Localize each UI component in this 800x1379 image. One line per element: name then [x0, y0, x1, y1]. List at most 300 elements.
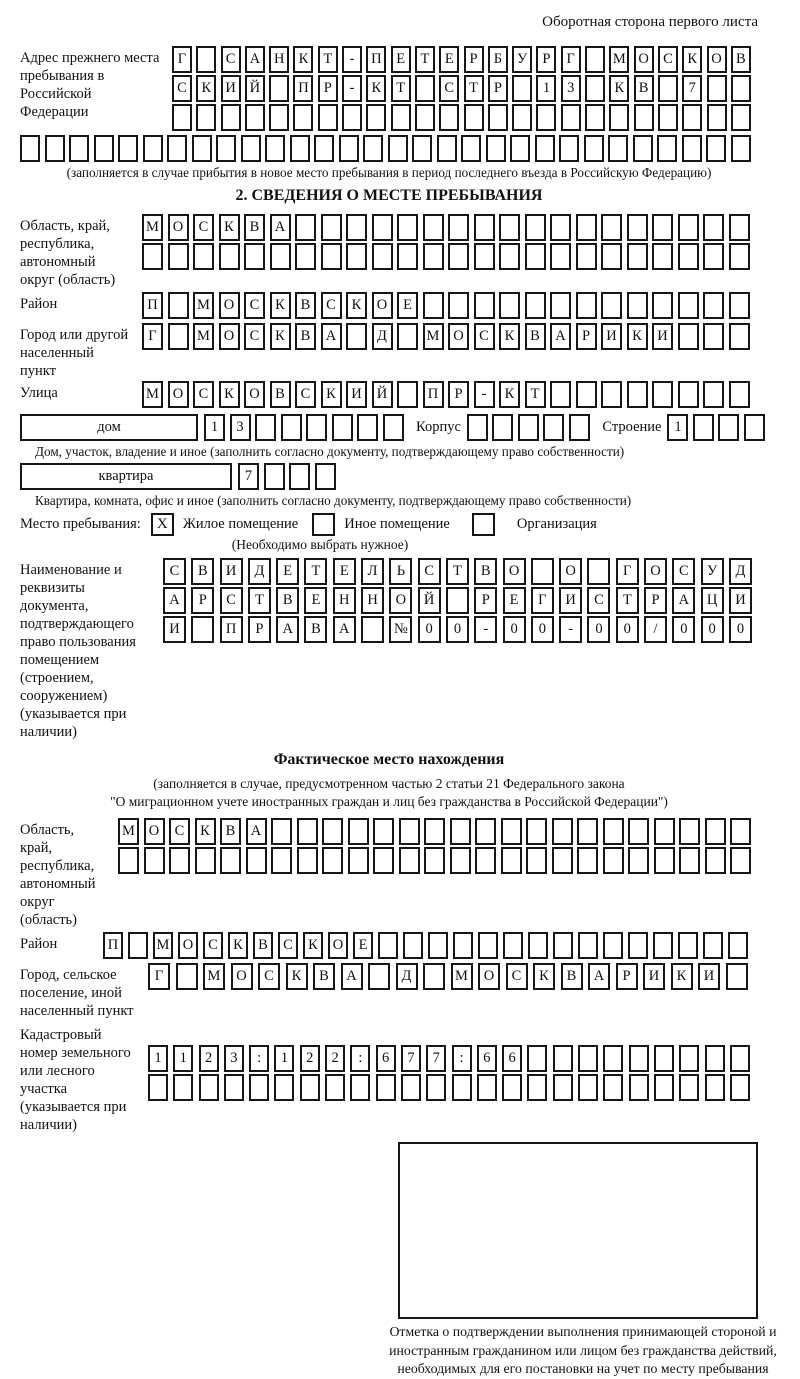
char-cell[interactable]: К	[671, 963, 693, 990]
char-cell[interactable]: А	[163, 587, 186, 614]
char-cell[interactable]: А	[321, 323, 342, 350]
char-cell[interactable]: Й	[245, 75, 265, 102]
char-cell[interactable]	[550, 214, 571, 241]
char-cell[interactable]: В	[304, 616, 327, 643]
char-cell[interactable]	[450, 818, 471, 845]
char-cell[interactable]: Е	[304, 587, 327, 614]
char-cell[interactable]: О	[328, 932, 348, 959]
char-cell[interactable]	[448, 214, 469, 241]
char-cell[interactable]: Т	[318, 46, 338, 73]
char-cell[interactable]	[428, 932, 448, 959]
char-cell[interactable]: О	[168, 214, 189, 241]
char-cell[interactable]: И	[652, 323, 673, 350]
char-cell[interactable]: О	[231, 963, 253, 990]
char-cell[interactable]: 0	[672, 616, 695, 643]
char-cell[interactable]: Е	[333, 558, 356, 585]
char-cell[interactable]	[706, 135, 726, 162]
char-cell[interactable]	[195, 847, 216, 874]
char-cell[interactable]	[705, 818, 726, 845]
char-cell[interactable]: К	[366, 75, 386, 102]
char-cell[interactable]	[731, 135, 751, 162]
char-cell[interactable]	[627, 214, 648, 241]
char-cell[interactable]: Д	[729, 558, 752, 585]
char-cell[interactable]: С	[587, 587, 610, 614]
char-cell[interactable]: О	[389, 587, 412, 614]
char-cell[interactable]	[678, 932, 698, 959]
char-cell[interactable]	[399, 847, 420, 874]
char-cell[interactable]	[526, 847, 547, 874]
char-cell[interactable]	[423, 963, 445, 990]
char-cell[interactable]	[397, 323, 418, 350]
char-cell[interactable]	[703, 932, 723, 959]
char-cell[interactable]	[391, 104, 411, 131]
char-cell[interactable]: И	[559, 587, 582, 614]
char-cell[interactable]	[730, 1045, 750, 1072]
char-cell[interactable]: В	[270, 381, 291, 408]
char-cell[interactable]: :	[249, 1045, 269, 1072]
char-cell[interactable]	[703, 381, 724, 408]
char-cell[interactable]: М	[423, 323, 444, 350]
char-cell[interactable]: Й	[418, 587, 441, 614]
char-cell[interactable]	[423, 243, 444, 270]
char-cell[interactable]: М	[451, 963, 473, 990]
char-cell[interactable]: Й	[372, 381, 393, 408]
char-cell[interactable]	[426, 1074, 446, 1101]
char-cell[interactable]	[357, 414, 378, 441]
char-cell[interactable]: Р	[248, 616, 271, 643]
char-cell[interactable]	[654, 818, 675, 845]
char-cell[interactable]: 6	[376, 1045, 396, 1072]
char-cell[interactable]: :	[350, 1045, 370, 1072]
char-cell[interactable]	[306, 414, 327, 441]
char-cell[interactable]: 0	[587, 616, 610, 643]
char-cell[interactable]	[744, 414, 765, 441]
char-cell[interactable]	[585, 46, 605, 73]
char-cell[interactable]: Р	[318, 75, 338, 102]
char-cell[interactable]: Т	[415, 46, 435, 73]
char-cell[interactable]	[578, 1045, 598, 1072]
char-cell[interactable]: Н	[269, 46, 289, 73]
char-cell[interactable]	[527, 1074, 547, 1101]
char-cell[interactable]: К	[293, 46, 313, 73]
char-cell[interactable]	[627, 243, 648, 270]
char-cell[interactable]: 1	[667, 414, 688, 441]
char-cell[interactable]	[584, 135, 604, 162]
char-cell[interactable]	[536, 104, 556, 131]
char-cell[interactable]	[439, 104, 459, 131]
char-cell[interactable]: 6	[477, 1045, 497, 1072]
char-cell[interactable]: Б	[488, 46, 508, 73]
char-cell[interactable]	[678, 243, 699, 270]
char-cell[interactable]	[144, 847, 165, 874]
char-cell[interactable]	[518, 414, 539, 441]
char-cell[interactable]	[553, 1045, 573, 1072]
char-cell[interactable]: П	[220, 616, 243, 643]
char-cell[interactable]: К	[219, 381, 240, 408]
char-cell[interactable]	[373, 818, 394, 845]
char-cell[interactable]	[244, 243, 265, 270]
char-cell[interactable]: В	[474, 558, 497, 585]
char-cell[interactable]: 0	[701, 616, 724, 643]
char-cell[interactable]	[578, 932, 598, 959]
char-cell[interactable]: А	[333, 616, 356, 643]
char-cell[interactable]: Е	[439, 46, 459, 73]
char-cell[interactable]: А	[550, 323, 571, 350]
char-cell[interactable]: Д	[396, 963, 418, 990]
char-cell[interactable]	[654, 847, 675, 874]
char-cell[interactable]: П	[366, 46, 386, 73]
char-cell[interactable]	[679, 847, 700, 874]
char-cell[interactable]	[342, 104, 362, 131]
char-cell[interactable]	[587, 558, 610, 585]
char-cell[interactable]	[368, 963, 390, 990]
char-cell[interactable]: С	[220, 587, 243, 614]
char-cell[interactable]: О	[168, 381, 189, 408]
char-cell[interactable]	[224, 1074, 244, 1101]
char-cell[interactable]	[315, 463, 336, 490]
char-cell[interactable]	[241, 135, 261, 162]
char-cell[interactable]	[361, 616, 384, 643]
char-cell[interactable]: №	[389, 616, 412, 643]
char-cell[interactable]	[401, 1074, 421, 1101]
char-cell[interactable]	[528, 932, 548, 959]
char-cell[interactable]	[246, 847, 267, 874]
char-cell[interactable]	[550, 292, 571, 319]
char-cell[interactable]: В	[191, 558, 214, 585]
char-cell[interactable]: В	[244, 214, 265, 241]
char-cell[interactable]: Т	[304, 558, 327, 585]
char-cell[interactable]: К	[195, 818, 216, 845]
char-cell[interactable]	[634, 104, 654, 131]
char-cell[interactable]: С	[439, 75, 459, 102]
char-cell[interactable]	[271, 818, 292, 845]
char-cell[interactable]	[118, 135, 138, 162]
char-cell[interactable]: И	[163, 616, 186, 643]
char-cell[interactable]	[255, 414, 276, 441]
char-cell[interactable]	[729, 381, 750, 408]
char-cell[interactable]	[461, 135, 481, 162]
char-cell[interactable]: 1	[148, 1045, 168, 1072]
char-cell[interactable]: С	[321, 292, 342, 319]
char-cell[interactable]	[654, 1074, 674, 1101]
char-cell[interactable]: Р	[576, 323, 597, 350]
char-cell[interactable]: У	[512, 46, 532, 73]
char-cell[interactable]	[652, 292, 673, 319]
char-cell[interactable]	[578, 1074, 598, 1101]
char-cell[interactable]: -	[342, 46, 362, 73]
char-cell[interactable]: 3	[230, 414, 251, 441]
char-cell[interactable]: 7	[426, 1045, 446, 1072]
char-cell[interactable]: С	[658, 46, 678, 73]
char-cell[interactable]: О	[144, 818, 165, 845]
char-cell[interactable]: В	[295, 292, 316, 319]
char-cell[interactable]	[332, 414, 353, 441]
char-cell[interactable]	[289, 463, 310, 490]
char-cell[interactable]: С	[474, 323, 495, 350]
char-cell[interactable]: С	[203, 932, 223, 959]
char-cell[interactable]	[437, 135, 457, 162]
char-cell[interactable]: К	[499, 381, 520, 408]
char-cell[interactable]	[705, 847, 726, 874]
char-cell[interactable]	[678, 381, 699, 408]
char-cell[interactable]: Р	[474, 587, 497, 614]
char-cell[interactable]: Е	[353, 932, 373, 959]
char-cell[interactable]	[45, 135, 65, 162]
char-cell[interactable]: Р	[464, 46, 484, 73]
char-cell[interactable]	[372, 214, 393, 241]
char-cell[interactable]	[475, 847, 496, 874]
char-cell[interactable]	[601, 214, 622, 241]
char-cell[interactable]: О	[219, 292, 240, 319]
char-cell[interactable]: Д	[372, 323, 393, 350]
char-cell[interactable]	[249, 1074, 269, 1101]
char-cell[interactable]	[652, 381, 673, 408]
char-cell[interactable]	[269, 75, 289, 102]
char-cell[interactable]	[499, 292, 520, 319]
char-cell[interactable]	[348, 818, 369, 845]
char-cell[interactable]	[128, 932, 148, 959]
char-cell[interactable]	[703, 214, 724, 241]
char-cell[interactable]	[167, 135, 187, 162]
char-cell[interactable]: 0	[616, 616, 639, 643]
char-cell[interactable]	[346, 243, 367, 270]
char-cell[interactable]	[363, 135, 383, 162]
char-cell[interactable]: И	[220, 558, 243, 585]
char-cell[interactable]	[423, 292, 444, 319]
char-cell[interactable]	[552, 847, 573, 874]
char-cell[interactable]	[628, 818, 649, 845]
char-cell[interactable]	[550, 381, 571, 408]
char-cell[interactable]	[196, 104, 216, 131]
char-cell[interactable]	[576, 214, 597, 241]
char-cell[interactable]	[499, 214, 520, 241]
char-cell[interactable]	[477, 1074, 497, 1101]
char-cell[interactable]	[388, 135, 408, 162]
char-cell[interactable]	[603, 847, 624, 874]
char-cell[interactable]: О	[219, 323, 240, 350]
char-cell[interactable]: О	[178, 932, 198, 959]
char-cell[interactable]: 1	[536, 75, 556, 102]
char-cell[interactable]	[168, 323, 189, 350]
char-cell[interactable]	[173, 1074, 193, 1101]
char-cell[interactable]: О	[707, 46, 727, 73]
char-cell[interactable]	[191, 616, 214, 643]
char-cell[interactable]	[603, 932, 623, 959]
char-cell[interactable]	[603, 1045, 623, 1072]
char-cell[interactable]: И	[643, 963, 665, 990]
char-cell[interactable]	[271, 847, 292, 874]
char-cell[interactable]	[527, 1045, 547, 1072]
char-cell[interactable]: 2	[300, 1045, 320, 1072]
char-cell[interactable]	[535, 135, 555, 162]
char-cell[interactable]: С	[672, 558, 695, 585]
char-cell[interactable]: С	[244, 292, 265, 319]
char-cell[interactable]: Л	[361, 558, 384, 585]
char-cell[interactable]	[446, 587, 469, 614]
char-cell[interactable]: О	[634, 46, 654, 73]
char-cell[interactable]	[293, 104, 313, 131]
char-cell[interactable]: Ц	[701, 587, 724, 614]
char-cell[interactable]: О	[503, 558, 526, 585]
char-cell[interactable]	[703, 323, 724, 350]
char-cell[interactable]: Т	[391, 75, 411, 102]
char-cell[interactable]	[474, 243, 495, 270]
char-cell[interactable]	[297, 818, 318, 845]
char-cell[interactable]: С	[278, 932, 298, 959]
char-cell[interactable]	[703, 292, 724, 319]
char-cell[interactable]	[321, 214, 342, 241]
char-cell[interactable]	[474, 292, 495, 319]
char-cell[interactable]	[628, 847, 649, 874]
char-cell[interactable]	[415, 104, 435, 131]
char-cell[interactable]: М	[142, 214, 163, 241]
char-cell[interactable]	[245, 104, 265, 131]
char-cell[interactable]	[220, 847, 241, 874]
char-cell[interactable]	[512, 104, 532, 131]
char-cell[interactable]	[383, 414, 404, 441]
char-cell[interactable]	[300, 1074, 320, 1101]
char-cell[interactable]	[729, 214, 750, 241]
char-cell[interactable]	[657, 135, 677, 162]
char-cell[interactable]: А	[588, 963, 610, 990]
char-cell[interactable]	[552, 818, 573, 845]
char-cell[interactable]: 1	[274, 1045, 294, 1072]
char-cell[interactable]	[372, 243, 393, 270]
char-cell[interactable]: 0	[503, 616, 526, 643]
char-cell[interactable]	[94, 135, 114, 162]
char-cell[interactable]: И	[346, 381, 367, 408]
char-cell[interactable]: К	[286, 963, 308, 990]
char-cell[interactable]	[318, 104, 338, 131]
char-cell[interactable]	[290, 135, 310, 162]
char-cell[interactable]	[193, 243, 214, 270]
char-cell[interactable]	[553, 1074, 573, 1101]
char-cell[interactable]: В	[253, 932, 273, 959]
char-cell[interactable]	[339, 135, 359, 162]
char-cell[interactable]	[295, 214, 316, 241]
char-cell[interactable]	[728, 932, 748, 959]
char-cell[interactable]: С	[172, 75, 192, 102]
char-cell[interactable]: Г	[172, 46, 192, 73]
char-cell[interactable]: С	[244, 323, 265, 350]
char-cell[interactable]	[399, 818, 420, 845]
char-cell[interactable]	[270, 243, 291, 270]
char-cell[interactable]	[478, 932, 498, 959]
char-cell[interactable]	[576, 292, 597, 319]
char-cell[interactable]	[20, 135, 40, 162]
char-cell[interactable]: П	[142, 292, 163, 319]
char-cell[interactable]	[453, 932, 473, 959]
char-cell[interactable]	[467, 414, 488, 441]
char-cell[interactable]: М	[153, 932, 173, 959]
char-cell[interactable]: А	[246, 818, 267, 845]
char-cell[interactable]: Н	[333, 587, 356, 614]
char-cell[interactable]: 1	[204, 414, 225, 441]
char-cell[interactable]: Е	[391, 46, 411, 73]
char-cell[interactable]	[216, 135, 236, 162]
char-cell[interactable]: К	[303, 932, 323, 959]
char-cell[interactable]	[679, 818, 700, 845]
char-cell[interactable]: Г	[148, 963, 170, 990]
char-cell[interactable]: А	[672, 587, 695, 614]
char-cell[interactable]: 7	[401, 1045, 421, 1072]
char-cell[interactable]: М	[203, 963, 225, 990]
char-cell[interactable]: Р	[448, 381, 469, 408]
char-cell[interactable]: 3	[561, 75, 581, 102]
char-cell[interactable]: Е	[503, 587, 526, 614]
char-cell[interactable]: 0	[729, 616, 752, 643]
char-cell[interactable]: М	[609, 46, 629, 73]
char-cell[interactable]: П	[423, 381, 444, 408]
char-cell[interactable]	[705, 1045, 725, 1072]
char-cell[interactable]: В	[525, 323, 546, 350]
char-cell[interactable]	[415, 75, 435, 102]
char-cell[interactable]: О	[478, 963, 500, 990]
char-cell[interactable]	[705, 1074, 725, 1101]
char-cell[interactable]: 2	[199, 1045, 219, 1072]
char-cell[interactable]: К	[533, 963, 555, 990]
char-cell[interactable]: В	[220, 818, 241, 845]
char-cell[interactable]: -	[342, 75, 362, 102]
char-cell[interactable]	[475, 818, 496, 845]
char-cell[interactable]	[321, 243, 342, 270]
char-cell[interactable]: М	[118, 818, 139, 845]
char-cell[interactable]	[219, 243, 240, 270]
char-cell[interactable]	[486, 135, 506, 162]
char-cell[interactable]	[373, 847, 394, 874]
char-cell[interactable]	[295, 243, 316, 270]
char-cell[interactable]: М	[142, 381, 163, 408]
char-cell[interactable]	[274, 1074, 294, 1101]
char-cell[interactable]: П	[293, 75, 313, 102]
char-cell[interactable]	[603, 1074, 623, 1101]
char-cell[interactable]: 7	[238, 463, 259, 490]
char-cell[interactable]	[322, 818, 343, 845]
char-cell[interactable]	[168, 243, 189, 270]
char-cell[interactable]	[525, 292, 546, 319]
char-cell[interactable]: 0	[418, 616, 441, 643]
char-cell[interactable]	[69, 135, 89, 162]
char-cell[interactable]	[679, 1074, 699, 1101]
char-cell[interactable]: Ь	[389, 558, 412, 585]
char-cell[interactable]	[629, 1045, 649, 1072]
char-cell[interactable]	[397, 243, 418, 270]
char-cell[interactable]	[142, 243, 163, 270]
char-cell[interactable]	[488, 104, 508, 131]
char-cell[interactable]	[678, 292, 699, 319]
char-cell[interactable]: К	[270, 323, 291, 350]
char-cell[interactable]	[553, 932, 573, 959]
char-cell[interactable]	[543, 414, 564, 441]
char-cell[interactable]: Е	[397, 292, 418, 319]
char-cell[interactable]: К	[270, 292, 291, 319]
char-cell[interactable]	[577, 818, 598, 845]
char-cell[interactable]	[314, 135, 334, 162]
char-cell[interactable]	[450, 847, 471, 874]
char-cell[interactable]: Р	[644, 587, 667, 614]
char-cell[interactable]	[265, 135, 285, 162]
char-cell[interactable]: -	[559, 616, 582, 643]
char-cell[interactable]: Н	[361, 587, 384, 614]
char-cell[interactable]: М	[193, 292, 214, 319]
char-cell[interactable]	[169, 847, 190, 874]
char-cell[interactable]	[366, 104, 386, 131]
char-cell[interactable]	[730, 1074, 750, 1101]
char-cell[interactable]: М	[193, 323, 214, 350]
char-cell[interactable]: И	[221, 75, 241, 102]
char-cell[interactable]	[196, 46, 216, 73]
char-cell[interactable]: К	[219, 214, 240, 241]
